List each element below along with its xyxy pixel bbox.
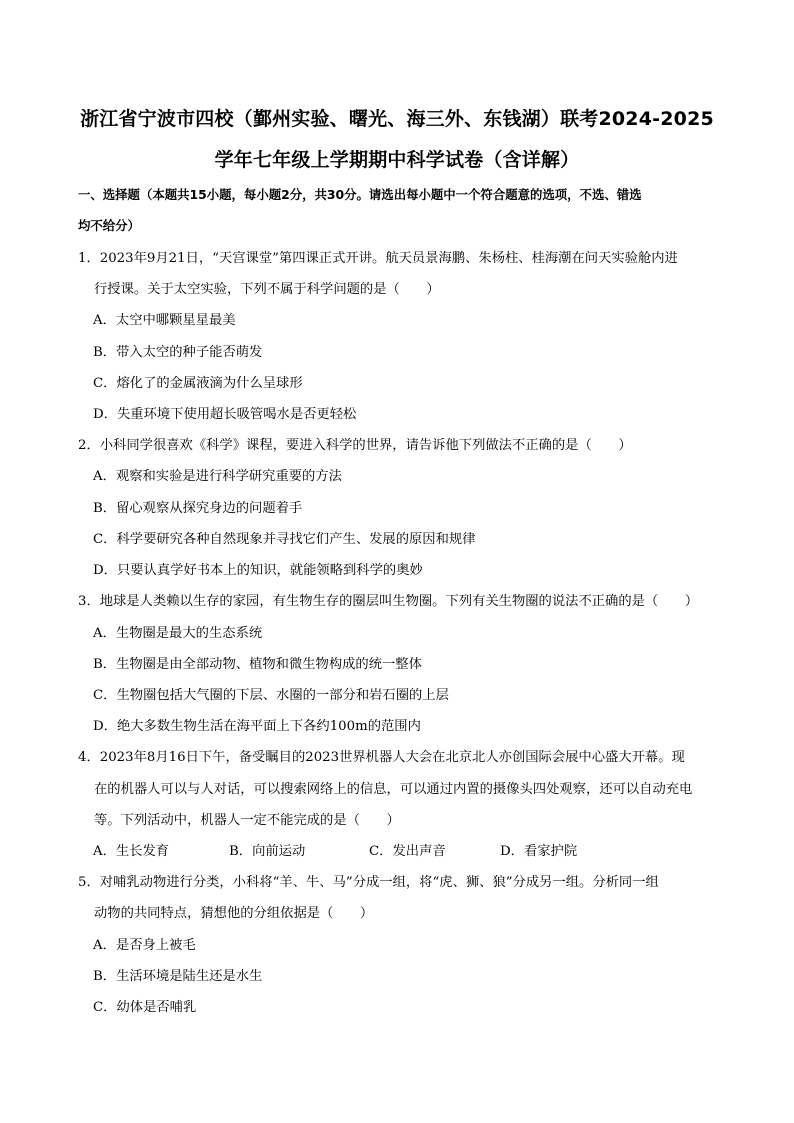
- question-2-option-b: B．留心观察从探究身边的问题着手: [93, 501, 303, 516]
- exam-title-line-1: 浙江省宁波市四校（鄞州实验、曙光、海三外、东钱湖）联考2024-2025: [80, 108, 714, 130]
- question-5-stem-cont: 动物的共同特点，猜想他的分组依据是（ ）: [94, 906, 374, 921]
- question-4-stem-cont-2: 等。下列活动中，机器人一定不能完成的是（ ）: [94, 813, 400, 828]
- question-3-option-a: A．生物圈是最大的生态系统: [93, 626, 263, 641]
- question-4-stem-cont-1: 在的机器人可以与人对话，可以搜索网络上的信息，可以通过内置的摄像头四处观察，还可以自动充电: [94, 782, 693, 797]
- question-1-option-b: B．带入太空的种子能否萌发: [93, 345, 263, 360]
- question-3-option-c: C．生物圈包括大气圈的下层、水圈的一部分和岩石圈的上层: [93, 688, 449, 703]
- section-heading-line-2: 均不给分）: [78, 218, 140, 233]
- question-5-stem: 5．对哺乳动物进行分类，小科将“羊、牛、马”分成一组，将“虎、狮、狼”分成另一组。分析同一组: [78, 875, 659, 890]
- exam-title-line-2: 学年七年级上学期期中科学试卷（含详解）: [214, 149, 580, 171]
- question-4-option-c: C．发出声音: [369, 844, 446, 859]
- question-3-stem: 3．地球是人类赖以生存的家园，有生物生存的圈层叫生物圈。下列有关生物圈的说法不正确的是（ ）: [78, 594, 699, 609]
- question-4-option-a: A．生长发育: [93, 844, 170, 859]
- question-2-option-d: D．只要认真学好书本上的知识，就能领略到科学的奥妙: [93, 563, 423, 578]
- question-2-option-a: A．观察和实验是进行科学研究重要的方法: [93, 469, 342, 484]
- question-1-option-d: D．失重环境下使用超长吸管喝水是否更轻松: [93, 407, 357, 422]
- question-5-option-b: B．生活环境是陆生还是水生: [93, 969, 263, 984]
- question-5-option-a: A．是否身上被毛: [93, 938, 196, 953]
- question-3-option-d: D．绝大多数生物生活在海平面上下各约100m的范围内: [93, 719, 421, 734]
- question-2-option-c: C．科学要研究各种自然现象并寻找它们产生、发展的原因和规律: [93, 532, 476, 547]
- question-4-option-d: D．看家护院: [500, 844, 578, 859]
- question-4-stem: 4．2023年8月16日下午，备受瞩目的2023世界机器人大会在北京北人亦创国际会展中心盛大开幕。现: [78, 750, 685, 765]
- question-5-option-c: C．幼体是否哺乳: [93, 1000, 197, 1015]
- section-heading-line-1: 一、选择题（本题共15小题，每小题2分，共30分。请选出每小题中一个符合题意的选项，不选、错选: [78, 187, 642, 202]
- question-1-stem: 1．2023年9月21日，“天宫课堂”第四课正式开讲。航天员景海鹏、朱杨柱、桂海潮在问天实验舱内进: [78, 251, 678, 266]
- question-1-option-c: C．熔化了的金属液滴为什么呈球形: [93, 376, 303, 391]
- question-2-stem: 2．小科同学很喜欢《科学》课程，要进入科学的世界，请告诉他下列做法不正确的是（ ）: [78, 438, 632, 453]
- question-4-option-b: B．向前运动: [229, 844, 306, 859]
- question-1-option-a: A．太空中哪颗星星最美: [93, 313, 236, 328]
- question-1-stem-cont: 行授课。关于太空实验，下列不属于科学问题的是（ ）: [94, 282, 440, 297]
- question-3-option-b: B．生物圈是由全部动物、植物和微生物构成的统一整体: [93, 657, 422, 672]
